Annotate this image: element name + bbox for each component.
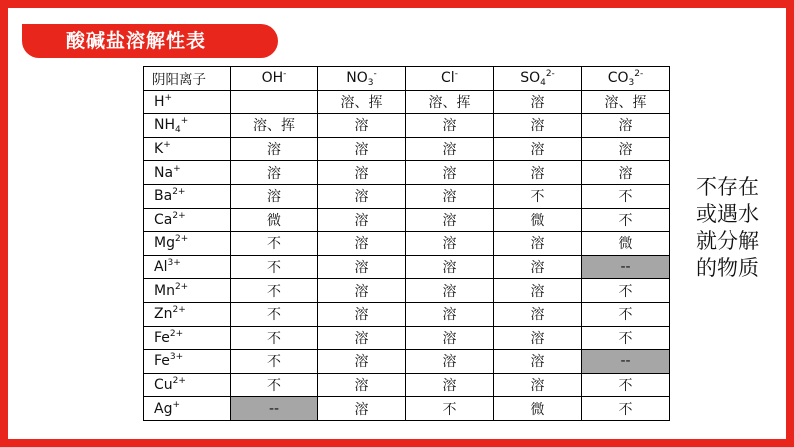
cation-label — [144, 161, 231, 185]
table-row — [144, 90, 670, 114]
ion-symbol: H — [154, 93, 165, 110]
ion-subscript: 3 — [367, 78, 374, 89]
table-cell: 溶 — [582, 161, 670, 185]
cation-label — [144, 397, 231, 421]
table-cell: 溶 — [318, 255, 406, 279]
cation-label — [144, 232, 231, 256]
table-cell: 溶 — [494, 161, 582, 185]
ion-symbol: Cu — [154, 377, 173, 394]
table-cell: 溶 — [318, 302, 406, 326]
cation-label — [144, 302, 231, 326]
table-cell — [231, 90, 318, 114]
ion-symbol: Zn — [154, 306, 173, 323]
table-cell: 不 — [582, 208, 670, 232]
table-cell: 溶 — [318, 137, 406, 161]
ion-charge: 2+ — [174, 281, 189, 292]
table-row — [144, 350, 670, 374]
table-cell: 溶 — [406, 232, 494, 256]
anion-header — [494, 67, 582, 91]
table-row — [144, 279, 670, 303]
anion-header — [406, 67, 494, 91]
ion-charge: - — [373, 69, 377, 80]
ion-charge: - — [454, 69, 458, 80]
cation-label — [144, 114, 231, 138]
table-cell: 溶、挥 — [582, 90, 670, 114]
cation-label — [144, 184, 231, 208]
ion-charge: - — [283, 69, 287, 80]
anion-header — [231, 67, 318, 91]
table-cell: 溶 — [406, 326, 494, 350]
table-row — [144, 326, 670, 350]
corner-header: 阴阳离子 — [144, 67, 231, 91]
ion-charge: + — [173, 163, 181, 174]
table-cell: 溶、挥 — [231, 114, 318, 138]
ion-symbol: Na — [154, 164, 174, 181]
ion-charge: + — [163, 140, 171, 151]
table-cell: 微 — [494, 208, 582, 232]
table-cell: 溶 — [494, 326, 582, 350]
ion-symbol: Cl — [441, 70, 455, 87]
cation-label — [144, 90, 231, 114]
table-cell: 不 — [231, 302, 318, 326]
ion-symbol: Mn — [154, 282, 175, 299]
table-cell: 溶 — [318, 184, 406, 208]
ion-symbol: Mg — [154, 235, 175, 252]
table-cell: 溶 — [406, 161, 494, 185]
table-cell: 溶 — [494, 373, 582, 397]
table-cell: 溶 — [406, 302, 494, 326]
ion-charge: 2+ — [169, 328, 184, 339]
table-cell: 溶 — [231, 184, 318, 208]
table-cell: 溶 — [406, 373, 494, 397]
table-row — [144, 302, 670, 326]
ion-charge: 2+ — [172, 376, 186, 387]
table-cell-nonexistent: -- — [582, 350, 670, 374]
ion-symbol: Ca — [154, 211, 173, 228]
table-cell: 溶 — [318, 161, 406, 185]
table-cell: 溶 — [582, 114, 670, 138]
table-cell-nonexistent: -- — [582, 255, 670, 279]
ion-charge: + — [172, 399, 181, 410]
table-cell: 不 — [582, 397, 670, 421]
table-cell: 不 — [582, 279, 670, 303]
table-cell: 溶 — [406, 208, 494, 232]
anion-header — [582, 67, 670, 91]
cation-label — [144, 137, 231, 161]
table-cell: 不 — [231, 350, 318, 374]
table-row — [144, 184, 670, 208]
table-cell: 不 — [231, 326, 318, 350]
ion-symbol: Ag — [154, 400, 173, 417]
ion-symbol: OH — [261, 70, 284, 87]
table-cell: 溶 — [231, 137, 318, 161]
table-cell: 溶 — [318, 397, 406, 421]
ion-subscript: 4 — [540, 78, 546, 89]
cation-label — [144, 208, 231, 232]
table-cell: 溶 — [406, 184, 494, 208]
anion-header — [318, 67, 406, 91]
table-cell: 溶 — [406, 255, 494, 279]
table-cell: 溶 — [318, 232, 406, 256]
solubility-table — [143, 66, 670, 421]
ion-charge: 2+ — [172, 305, 186, 316]
ion-symbol: NO — [346, 70, 368, 87]
table-cell: 溶、挥 — [406, 90, 494, 114]
table-cell: 微 — [582, 232, 670, 256]
table-cell: 溶 — [318, 350, 406, 374]
table-cell: 不 — [231, 232, 318, 256]
ion-charge: 2+ — [172, 187, 186, 198]
ion-charge: 2+ — [172, 210, 186, 221]
table-cell: 溶 — [318, 114, 406, 138]
table-row — [144, 137, 670, 161]
table-cell: 溶 — [406, 350, 494, 374]
table-cell: 溶 — [318, 326, 406, 350]
cation-label — [144, 373, 231, 397]
table-cell: 不 — [231, 279, 318, 303]
table-cell: 溶 — [494, 114, 582, 138]
table-row — [144, 208, 670, 232]
ion-subscript: 3 — [628, 78, 635, 89]
table-cell: 微 — [494, 397, 582, 421]
cation-label — [144, 326, 231, 350]
note-text: 不存在或遇水就分解的物质 — [696, 175, 759, 280]
table-cell: 溶 — [494, 90, 582, 114]
ion-symbol: CO — [607, 70, 629, 87]
cation-label — [144, 350, 231, 374]
table-cell: 溶 — [406, 114, 494, 138]
ion-symbol: K — [154, 141, 164, 158]
ion-charge: + — [164, 92, 173, 103]
ion-charge: + — [180, 116, 189, 127]
ion-symbol: Ba — [154, 188, 173, 205]
cation-label — [144, 279, 231, 303]
table-cell: 不 — [231, 255, 318, 279]
ion-symbol: Fe — [154, 329, 170, 346]
table-cell: 溶 — [318, 373, 406, 397]
header-row — [144, 67, 670, 91]
table-cell: 溶 — [406, 279, 494, 303]
table-cell: 不 — [231, 373, 318, 397]
ion-charge: 2- — [634, 69, 644, 80]
table-cell: 不 — [406, 397, 494, 421]
table-row — [144, 232, 670, 256]
table-cell: 溶 — [494, 302, 582, 326]
table-row — [144, 255, 670, 279]
ion-symbol: NH — [154, 117, 175, 134]
ion-charge: 2+ — [174, 234, 189, 245]
table-cell: 不 — [494, 184, 582, 208]
ion-symbol: Al — [154, 259, 168, 276]
page-title: 酸碱盐溶解性表 — [22, 24, 278, 58]
table-cell: 溶 — [494, 350, 582, 374]
table-row — [144, 114, 670, 138]
table-cell: 溶、挥 — [318, 90, 406, 114]
table-cell: 溶 — [494, 255, 582, 279]
cation-label — [144, 255, 231, 279]
ion-symbol: SO — [520, 70, 541, 87]
ion-subscript: 4 — [175, 125, 181, 136]
ion-charge: 3+ — [167, 258, 181, 269]
table-cell: 溶 — [494, 279, 582, 303]
table-cell: 溶 — [231, 161, 318, 185]
table-cell: 溶 — [494, 232, 582, 256]
table-cell: 溶 — [318, 279, 406, 303]
table-row — [144, 373, 670, 397]
ion-charge: 3+ — [169, 352, 184, 363]
table-row — [144, 397, 670, 421]
ion-charge: 2- — [545, 69, 555, 80]
table-row — [144, 161, 670, 185]
table-cell: 溶 — [406, 137, 494, 161]
ion-symbol: Fe — [154, 353, 170, 370]
table-cell: 不 — [582, 326, 670, 350]
table-cell: 不 — [582, 302, 670, 326]
table-cell: 不 — [582, 184, 670, 208]
table-cell-nonexistent: -- — [231, 397, 318, 421]
table-cell: 不 — [582, 373, 670, 397]
table-cell: 溶 — [318, 208, 406, 232]
table-cell: 溶 — [494, 137, 582, 161]
table-cell: 溶 — [582, 137, 670, 161]
table-cell: 微 — [231, 208, 318, 232]
